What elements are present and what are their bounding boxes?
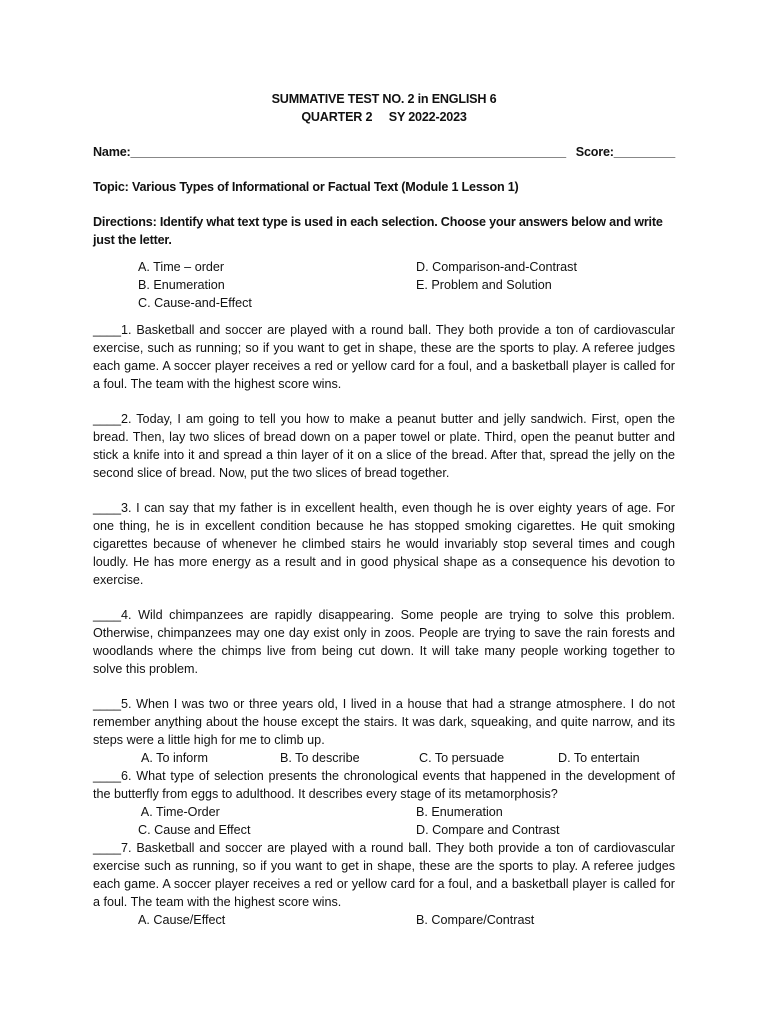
choice-a: A. Time – order (138, 260, 225, 274)
question-2: ____2. Today, I am going to tell you how to make a peanut butter and jelly sandwich. First, open the bread. Then, lay two slices of bread down on a paper towel or plate. Third, open the peanut butter and stick a knife into it and spread a thin layer of it on a slice of the bread. After that, spread the jelly on the second slice of bread. Now, put the two slices of bread together. (93, 412, 675, 480)
question-6-options (138, 803, 675, 839)
q6-option-c: C. Cause and Effect (138, 823, 251, 837)
choice-e: E. Problem and Solution (416, 278, 552, 292)
question-4: ____4. Wild chimpanzees are rapidly disappearing. Some people are trying to solve this problem. Otherwise, chimpanzees may one day exist only in zoos. People are trying to save the rain forests and woodlands where the chimps live from being cut down. It will take many people working together to solve this problem. (93, 608, 675, 676)
topic-line: Topic: Various Types of Informational or Factual Text (Module 1 Lesson 1) (93, 180, 519, 194)
test-page (93, 90, 675, 929)
name-score-line (93, 143, 675, 161)
quarter-school-year: QUARTER 2 SY 2022-2023 (301, 110, 467, 124)
choice-c: C. Cause-and-Effect (138, 296, 252, 310)
question-3: ____3. I can say that my father is in excellent health, even though he is over eighty years of age. For one thing, he is in excellent condition because he has stopped smoking cigarettes. He quit smoking cigarettes because of whenever he climbed stairs he would invariably stop several times and cough loudly. He has more energy as a result and in good physical shape as a consequence his devotion to exercise. (93, 501, 675, 587)
question-5: ____5. When I was two or three years old, I lived in a house that had a strange atmosphere. I do not remember anything about the house except the stairs. It was dark, squeaking, and quite narrow, and its steps were a little high for me to climb up. (93, 697, 675, 747)
question-1: ____1. Basketball and soccer are played with a round ball. They both provide a ton of cardiovascular exercise, such as running; so if you want to get in shape, these are the sports to play. A referee judges each game. A soccer player receives a red or yellow card for a foul, and a basketball player is called for a foul. The team with the highest score wins. (93, 323, 675, 391)
q5-option-c: C. To persuade (419, 751, 505, 765)
choice-d: D. Comparison-and-Contrast (416, 260, 577, 274)
answer-choices (138, 258, 675, 312)
name-field[interactable]: Name:________________________________________________________________ (93, 145, 566, 159)
question-6: ____6. What type of selection presents the chronological events that happened in the development of the butterfly from eggs to adulthood. It describes every stage of its metamorphosis? (93, 769, 675, 801)
question-5-options (141, 749, 675, 767)
test-title: SUMMATIVE TEST NO. 2 in ENGLISH 6 (271, 92, 497, 106)
q5-option-b: B. To describe (280, 751, 360, 765)
q6-option-a: A. Time-Order (138, 805, 220, 819)
choice-b: B. Enumeration (138, 278, 225, 292)
q7-option-b: B. Compare/Contrast (416, 913, 535, 927)
question-7: ____7. Basketball and soccer are played with a round ball. They both provide a ton of cardiovascular exercise such as running, so if you want to get in shape, these are the sports to play. A referee judges each game. A soccer player receives a red or yellow card for a foul, and a basketball player is called for a foul. The team with the highest score wins. (93, 841, 675, 909)
directions: Directions: Identify what text type is used in each selection. Choose your answers below and write just the letter. (93, 215, 663, 247)
score-field[interactable]: Score:_________ (575, 145, 675, 159)
q6-option-b: B. Enumeration (416, 805, 503, 819)
question-7-options (138, 911, 675, 929)
q5-option-a: A. To inform (141, 751, 208, 765)
q7-option-a: A. Cause/Effect (138, 913, 226, 927)
q6-option-d: D. Compare and Contrast (416, 823, 560, 837)
q5-option-d: D. To entertain (558, 751, 640, 765)
